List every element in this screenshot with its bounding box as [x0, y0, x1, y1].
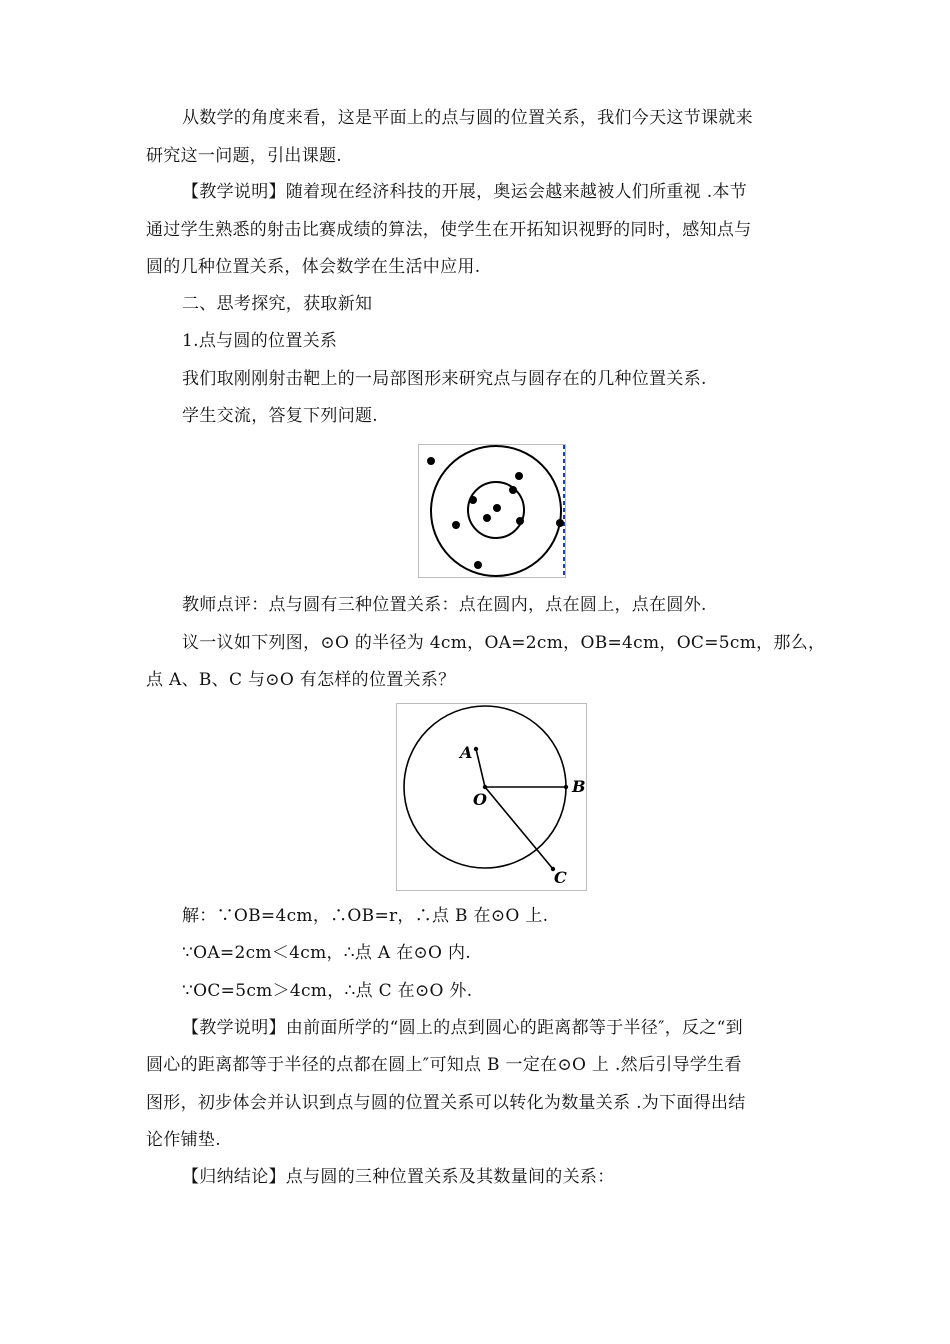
target-figure — [418, 444, 566, 578]
teacher-comment: 教师点评：点与圆有三种位置关系：点在圆内，点在圆上，点在圆外. — [182, 595, 707, 615]
label-o: O — [473, 790, 487, 809]
shot-dot — [483, 514, 491, 522]
target-figure-frame — [419, 445, 566, 578]
subsection-heading: 1.点与圆的位置关系 — [182, 331, 338, 351]
label-a: A — [460, 743, 473, 762]
teaching-note-1-line3: 圆的几种位置关系，体会数学在生活中应用. — [146, 257, 481, 277]
point-b — [564, 785, 568, 789]
shot-dot — [474, 561, 482, 569]
point-o — [483, 785, 487, 789]
shot-dot — [516, 517, 524, 525]
summary-conclusion: 【归纳结论】点与圆的三种位置关系及其数量间的关系： — [182, 1167, 615, 1187]
shot-dot — [469, 496, 477, 504]
paragraph-intro-line2: 研究这一问题，引出课题. — [146, 146, 343, 166]
shot-dot — [556, 519, 564, 527]
discussion-line1: 议一议如下列图，⊙O 的半径为 4cm，OA=2cm，OB=4cm，OC=5cm，那么， — [182, 633, 826, 653]
paragraph-target: 我们取刚刚射击靶上的一局部图形来研究点与圆存在的几种位置关系. — [182, 369, 707, 389]
teaching-note-2-line4: 论作铺垫. — [146, 1130, 221, 1150]
shot-dot — [509, 486, 517, 494]
shot-dot — [452, 521, 460, 529]
teaching-note-1-line2: 通过学生熟悉的射击比赛成绩的算法，使学生在开拓知识视野的同时，感知点与 — [146, 220, 752, 240]
solution-line2: ∵OA=2cm＜4cm，∴点 A 在⊙O 内. — [182, 943, 471, 963]
teaching-note-2-line3: 图形，初步体会并认识到点与圆的位置关系可以转化为数量关系 .为下面得出结 — [146, 1093, 746, 1113]
teaching-note-2-line2: 圆心的距离都等于半径的点都在圆上″可知点 B 一定在⊙O 上 .然后引导学生看 — [146, 1055, 742, 1075]
circle-points-figure — [396, 703, 587, 891]
label-c: C — [554, 868, 567, 887]
solution-line3: ∵OC=5cm＞4cm，∴点 C 在⊙O 外. — [182, 981, 473, 1001]
teaching-note-2-line1: 【教学说明】由前面所学的“圆上的点到圆心的距离都等于半径″，反之“到 — [182, 1018, 743, 1038]
shot-dot — [427, 457, 435, 465]
label-b: B — [572, 777, 586, 796]
solution-line1: 解：∵OB=4cm，∴OB=r，∴点 B 在⊙O 上. — [182, 906, 549, 926]
shot-dot — [515, 472, 523, 480]
shot-dot — [493, 504, 501, 512]
point-a — [474, 747, 478, 751]
teaching-note-1-line1: 【教学说明】随着现在经济科技的开展，奥运会越来越被人们所重视 .本节 — [182, 182, 748, 202]
paragraph-students: 学生交流，答复下列问题. — [182, 406, 379, 426]
section-heading: 二、思考探究，获取新知 — [182, 294, 373, 314]
discussion-line2: 点 A、B、C 与⊙O 有怎样的位置关系？ — [146, 670, 456, 690]
paragraph-intro-line1: 从数学的角度来看，这是平面上的点与圆的位置关系，我们今天这节课就来 — [182, 108, 753, 128]
